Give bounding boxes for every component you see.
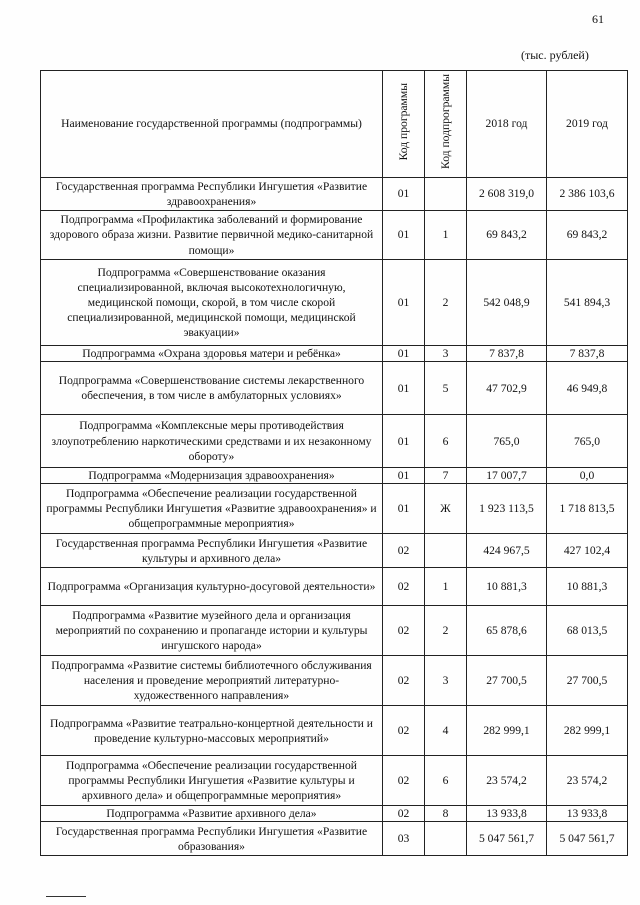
- page-number: 61: [592, 12, 604, 26]
- table-row: [41, 806, 628, 822]
- header-name: Наименование государственной программы (подпрограммы): [41, 71, 383, 178]
- row-program-code-cell: 02: [383, 806, 425, 822]
- row-program-code-cell: 01: [383, 211, 425, 260]
- table-row: [41, 606, 628, 656]
- row-subprogram-code-cell: 4: [425, 706, 467, 756]
- row-value-2019-cell: 541 894,3: [547, 260, 628, 346]
- row-subprogram-code-cell: 5: [425, 362, 467, 415]
- row-program-code-cell: 01: [383, 260, 425, 346]
- table-row: [41, 415, 628, 468]
- row-program-code-cell: 02: [383, 756, 425, 806]
- row-value-2019-cell: 69 843,2: [547, 211, 628, 260]
- row-value-2018-cell: 23 574,2: [467, 756, 547, 806]
- row-value-2018-cell: 69 843,2: [467, 211, 547, 260]
- units-label: (тыс. рублей): [521, 48, 589, 62]
- header-program-code: [383, 71, 425, 178]
- row-value-2018-cell: 5 047 561,7: [467, 822, 547, 856]
- row-value-2018-cell: 424 967,5: [467, 534, 547, 568]
- row-subprogram-code-cell: 2: [425, 260, 467, 346]
- row-value-2019-cell: 46 949,8: [547, 362, 628, 415]
- row-value-2019-cell: 27 700,5: [547, 656, 628, 706]
- row-name-cell: Государственная программа Республики Ингушетия «Развитие культуры и архивного дела»: [41, 534, 383, 568]
- table-row: [41, 178, 628, 211]
- row-name-cell: Подпрограмма «Охрана здоровья матери и ребёнка»: [41, 346, 383, 362]
- row-program-code-cell: 03: [383, 822, 425, 856]
- row-program-code-cell: 01: [383, 178, 425, 211]
- row-value-2018-cell: 13 933,8: [467, 806, 547, 822]
- row-subprogram-code-cell: 2: [425, 606, 467, 656]
- header-year-2019: 2019 год: [547, 71, 628, 178]
- row-name-cell: Подпрограмма «Развитие архивного дела»: [41, 806, 383, 822]
- row-subprogram-code-cell: 1: [425, 211, 467, 260]
- row-value-2018-cell: 1 923 113,5: [467, 484, 547, 534]
- row-value-2019-cell: 13 933,8: [547, 806, 628, 822]
- row-name-cell: Подпрограмма «Развитие музейного дела и организация мероприятий по сохранению и пропаганде истории и культуры ингушского народа»: [41, 606, 383, 656]
- row-value-2018-cell: 542 048,9: [467, 260, 547, 346]
- row-program-code-cell: 02: [383, 706, 425, 756]
- table-row: [41, 468, 628, 484]
- row-program-code-cell: 02: [383, 606, 425, 656]
- row-value-2018-cell: 27 700,5: [467, 656, 547, 706]
- row-subprogram-code-cell: 7: [425, 468, 467, 484]
- header-program-code-label: Код программы: [396, 83, 410, 161]
- table-row: [41, 756, 628, 806]
- row-subprogram-code-cell: 6: [425, 415, 467, 468]
- row-program-code-cell: 01: [383, 468, 425, 484]
- table-header: [41, 71, 628, 178]
- row-program-code-cell: 01: [383, 346, 425, 362]
- row-name-cell: Подпрограмма «Обеспечение реализации государственной программы Республики Ингушетия «Развитие здравоохранения» и общепрограммные мероприятия»: [41, 484, 383, 534]
- header-year-2018: 2018 год: [467, 71, 547, 178]
- header-subprogram-code-label: Код подпрограммы: [438, 74, 452, 170]
- row-program-code-cell: 01: [383, 362, 425, 415]
- row-value-2019-cell: 5 047 561,7: [547, 822, 628, 856]
- row-value-2019-cell: 10 881,3: [547, 568, 628, 606]
- row-name-cell: Подпрограмма «Совершенствование системы лекарственного обеспечения, в том числе в амбулаторных условиях»: [41, 362, 383, 415]
- table-row: [41, 656, 628, 706]
- table-row: [41, 346, 628, 362]
- row-value-2019-cell: 0,0: [547, 468, 628, 484]
- row-subprogram-code-cell: [425, 822, 467, 856]
- budget-table: [40, 70, 628, 856]
- table-row: [41, 568, 628, 606]
- table-row: [41, 484, 628, 534]
- row-value-2018-cell: 65 878,6: [467, 606, 547, 656]
- row-value-2019-cell: 427 102,4: [547, 534, 628, 568]
- row-name-cell: Подпрограмма «Комплексные меры противодействия злоупотреблению наркотическими средствами и их незаконному обороту»: [41, 415, 383, 468]
- row-program-code-cell: 01: [383, 484, 425, 534]
- row-name-cell: Подпрограмма «Развитие театрально-концертной деятельности и проведение культурно-массовых мероприятий»: [41, 706, 383, 756]
- row-value-2019-cell: 68 013,5: [547, 606, 628, 656]
- row-subprogram-code-cell: [425, 534, 467, 568]
- row-value-2019-cell: 1 718 813,5: [547, 484, 628, 534]
- row-value-2018-cell: 17 007,7: [467, 468, 547, 484]
- table-body: [41, 178, 628, 856]
- row-subprogram-code-cell: [425, 178, 467, 211]
- table-row: [41, 534, 628, 568]
- row-value-2019-cell: 7 837,8: [547, 346, 628, 362]
- table-row: [41, 211, 628, 260]
- table-row: [41, 706, 628, 756]
- row-name-cell: Государственная программа Республики Ингушетия «Развитие образования»: [41, 822, 383, 856]
- row-value-2018-cell: 765,0: [467, 415, 547, 468]
- row-subprogram-code-cell: Ж: [425, 484, 467, 534]
- row-value-2018-cell: 282 999,1: [467, 706, 547, 756]
- row-name-cell: Подпрограмма «Обеспечение реализации государственной программы Республики Ингушетия «Развитие культуры и архивного дела» и общепрограммные мероприятия»: [41, 756, 383, 806]
- table-row: [41, 822, 628, 856]
- header-subprogram-code: [425, 71, 467, 178]
- table-row: [41, 260, 628, 346]
- row-value-2019-cell: 2 386 103,6: [547, 178, 628, 211]
- row-name-cell: Подпрограмма «Совершенствование оказания специализированной, включая высокотехнологичную, медицинской помощи, скорой, в том числе скорой специализированной, медицинской помощи, медицинской эвакуации»: [41, 260, 383, 346]
- row-value-2019-cell: 765,0: [547, 415, 628, 468]
- row-value-2019-cell: 23 574,2: [547, 756, 628, 806]
- row-value-2018-cell: 2 608 319,0: [467, 178, 547, 211]
- row-subprogram-code-cell: 3: [425, 346, 467, 362]
- row-value-2018-cell: 47 702,9: [467, 362, 547, 415]
- row-program-code-cell: 02: [383, 534, 425, 568]
- row-name-cell: Подпрограмма «Развитие системы библиотечного обслуживания населения и проведение мероприятий литературно-художественного направления»: [41, 656, 383, 706]
- table-row: [41, 362, 628, 415]
- row-program-code-cell: 02: [383, 656, 425, 706]
- row-name-cell: Подпрограмма «Организация культурно-досуговой деятельности»: [41, 568, 383, 606]
- row-subprogram-code-cell: 3: [425, 656, 467, 706]
- row-name-cell: Подпрограмма «Профилактика заболеваний и формирование здорового образа жизни. Развитие первичной медико-санитарной помощи»: [41, 211, 383, 260]
- footer-rule: [46, 896, 86, 897]
- row-value-2018-cell: 7 837,8: [467, 346, 547, 362]
- row-name-cell: Подпрограмма «Модернизация здравоохранения»: [41, 468, 383, 484]
- row-subprogram-code-cell: 1: [425, 568, 467, 606]
- row-value-2018-cell: 10 881,3: [467, 568, 547, 606]
- row-program-code-cell: 02: [383, 568, 425, 606]
- row-subprogram-code-cell: 6: [425, 756, 467, 806]
- row-subprogram-code-cell: 8: [425, 806, 467, 822]
- row-value-2019-cell: 282 999,1: [547, 706, 628, 756]
- row-name-cell: Государственная программа Республики Ингушетия «Развитие здравоохранения»: [41, 178, 383, 211]
- row-program-code-cell: 01: [383, 415, 425, 468]
